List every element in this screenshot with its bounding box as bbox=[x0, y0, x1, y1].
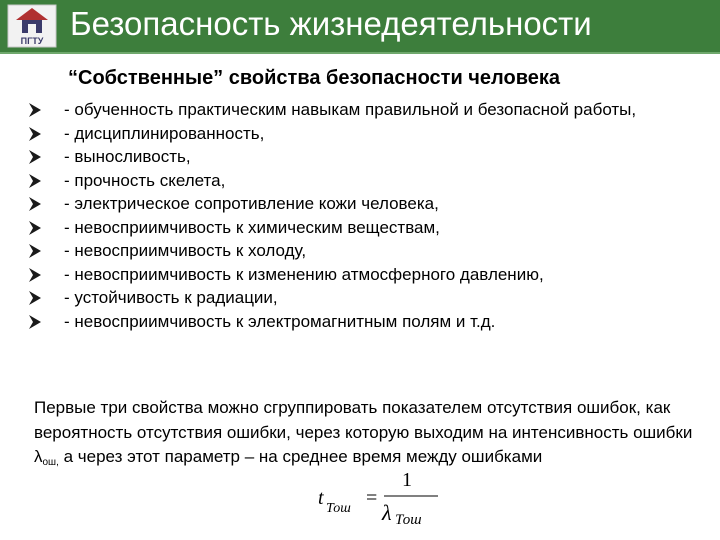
list-item bbox=[28, 98, 708, 122]
arrowhead-bullet-icon bbox=[28, 290, 42, 306]
list-item-text: - дисциплинированность, bbox=[64, 123, 265, 143]
list-item bbox=[28, 239, 708, 263]
paragraph-text-2: а через этот параметр – на среднее время между ошибками bbox=[58, 447, 543, 466]
arrowhead-bullet-icon bbox=[28, 102, 42, 118]
formula-lambda: λ bbox=[382, 500, 392, 525]
list-item-text: - невосприимчивость к холоду, bbox=[64, 241, 307, 260]
arrowhead-bullet-icon bbox=[28, 220, 42, 236]
arrowhead-bullet-icon bbox=[28, 314, 42, 330]
header-divider bbox=[0, 52, 720, 54]
section-subtitle: “Собственные” свойства безопасности человека bbox=[68, 67, 560, 89]
arrowhead-bullet-icon bbox=[28, 149, 42, 165]
list-item bbox=[28, 169, 708, 193]
formula-equals: = bbox=[366, 487, 378, 509]
properties-list bbox=[28, 98, 708, 333]
arrowhead-bullet-icon bbox=[28, 126, 42, 142]
list-item bbox=[28, 192, 708, 216]
list-item bbox=[28, 145, 708, 169]
list-item-text: - электрическое сопротивление кожи человека, bbox=[64, 194, 439, 213]
formula-lhs-subscript: Тош bbox=[326, 501, 351, 516]
list-item bbox=[28, 310, 708, 334]
logo-text: ПГТУ bbox=[20, 36, 44, 46]
paragraph-text-1: Первые три свойства можно сгруппировать показателем отсутствия ошибок, как вероятность отсутствия ошибки, через которую выходим на интенсивность ошибки λ bbox=[34, 398, 693, 466]
arrowhead-bullet-icon bbox=[28, 267, 42, 283]
list-item bbox=[28, 286, 708, 310]
list-item-text: - устойчивость к радиации, bbox=[64, 288, 278, 307]
list-item-text: - невосприимчивость к изменению атмосферного давлению, bbox=[64, 264, 544, 284]
list-item-text: - невосприимчивость к электромагнитным полям и т.д. bbox=[64, 311, 496, 331]
explanation-paragraph bbox=[34, 396, 704, 476]
list-item-text: - прочность скелета, bbox=[64, 170, 226, 190]
university-logo bbox=[4, 3, 60, 49]
lambda-subscript: ош, bbox=[42, 457, 59, 468]
formula-lhs: t bbox=[318, 487, 324, 509]
mtbf-formula bbox=[318, 466, 448, 528]
list-item-text: - выносливость, bbox=[64, 147, 191, 166]
formula-denominator-subscript: Тош bbox=[395, 512, 422, 528]
formula-numerator: 1 bbox=[402, 469, 412, 491]
arrowhead-bullet-icon bbox=[28, 243, 42, 259]
list-item bbox=[28, 122, 708, 146]
list-item-text: - обученность практическим навыкам правильной и безопасной работы, bbox=[64, 100, 637, 119]
arrowhead-bullet-icon bbox=[28, 196, 42, 212]
arrowhead-bullet-icon bbox=[28, 173, 42, 189]
slide-title: Безопасность жизнедеятельности bbox=[70, 5, 592, 42]
list-item bbox=[28, 216, 708, 240]
list-item bbox=[28, 263, 708, 287]
list-item-text: - невосприимчивость к химическим веществам, bbox=[64, 217, 440, 237]
header-bar bbox=[0, 0, 720, 52]
